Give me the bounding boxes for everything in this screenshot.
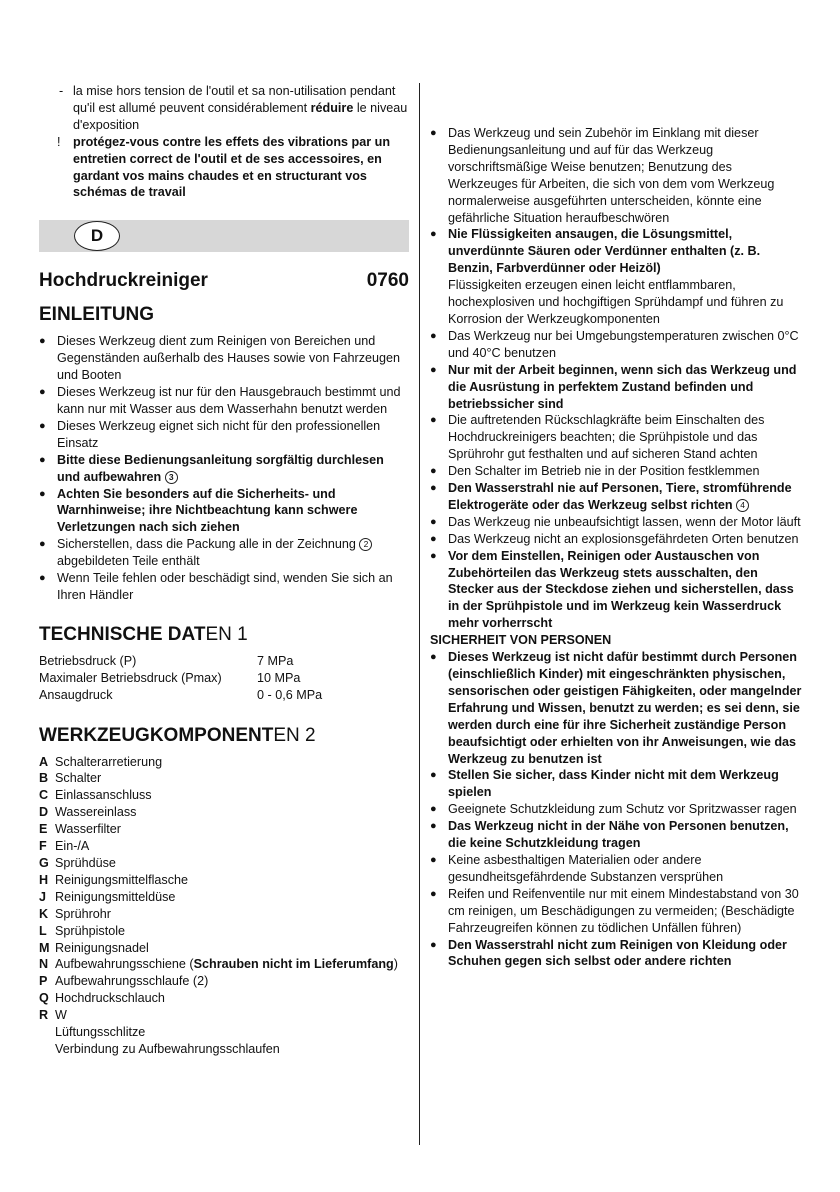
bullet-icon: ● (39, 419, 46, 432)
personal-safety-item-body (448, 886, 802, 937)
bullet-icon: ● (430, 465, 437, 478)
bullet-icon: ● (430, 651, 437, 664)
component-body (55, 787, 152, 804)
safety-item-body (448, 463, 760, 480)
bullet-icon: ● (430, 938, 437, 951)
personal-safety-item (430, 767, 802, 801)
component-text: Lüftungsschlitze (55, 1025, 146, 1040)
intro-item-label: Bitte diese Bedienungsanleitung sorgfältig durchlesen und aufbewahren (57, 452, 384, 484)
safety-item (430, 480, 802, 514)
intro-item-text (57, 384, 409, 418)
component-letter: E (39, 822, 48, 837)
component-row (39, 990, 409, 1007)
component-text: Reinigungsnadel (55, 940, 149, 955)
component-text: Reinigungsmittelflasche (55, 872, 189, 887)
column-divider (419, 83, 420, 1145)
bullet-icon: ● (430, 414, 437, 427)
component-letter: R (39, 1008, 49, 1023)
bullet-icon: ● (430, 127, 437, 139)
safety-item (430, 514, 802, 531)
safety-item-bold: Nur mit der Arbeit beginnen, wenn sich das Werkzeug und die Ausrüstung in perfektem Zustand befinden und betriebssicher sind (448, 362, 797, 411)
component-text: Aufbewahrungsschlaufe (2) (55, 974, 209, 989)
tech-key: Betriebsdruck (P) (39, 653, 137, 668)
bullet-icon: ● (430, 853, 437, 866)
product-title (39, 269, 409, 293)
tech-key: Ansaugdruck (39, 687, 113, 702)
component-text: Wasserfilter (55, 822, 122, 837)
safety-item-body (448, 548, 802, 633)
component-row (39, 923, 409, 940)
personal-safety-item (430, 886, 802, 937)
intro-item (39, 333, 409, 384)
safety-item-text: Das Werkzeug nur bei Umgebungstemperaturen zwischen 0°C und 40°C benutzen (448, 328, 799, 360)
safety-item (430, 362, 802, 413)
safety-item-text: Flüssigkeiten erzeugen einen leicht entflammbaren, hochexplosiven und hochgiftigen Sprühdampf und führen zu Korrosion der Werkzeugkomponenten (448, 278, 784, 326)
reference-number-icon: 3 (165, 471, 178, 484)
bullet-icon: ● (39, 572, 46, 585)
component-text: Wassereinlass (55, 805, 137, 820)
safety-item-body (448, 514, 801, 531)
tech-value: 7 MPa (257, 653, 294, 668)
component-body (55, 855, 116, 872)
reference-number-icon: 2 (359, 538, 372, 551)
safety-item-bold: Den Wasserstrahl nie auf Personen, Tiere, stromführende Elektrogeräte oder das Werkzeug selbst richten (448, 481, 792, 512)
bullet-icon: ● (39, 538, 46, 551)
component-letter: L (39, 923, 47, 938)
intro-item-after: abgebildeten Teile enthält (57, 554, 200, 569)
personal-safety-item-bold: Das Werkzeug nicht in der Nähe von Personen benutzen, die keine Schutzkleidung tragen (448, 819, 789, 851)
intro-item-label: Wenn Teile fehlen oder beschädigt sind, wenden Sie sich an Ihren Händler (57, 571, 393, 602)
warning-mark: ! (57, 134, 61, 149)
bullet-icon: ● (430, 329, 437, 342)
safety-item-body (448, 412, 802, 463)
component-text: Schalter (55, 771, 102, 786)
bullet-icon: ● (430, 515, 437, 528)
language-bar (39, 220, 409, 252)
component-body (55, 1024, 145, 1041)
product-number: 0760 (366, 270, 409, 292)
component-body (55, 1007, 67, 1024)
personal-safety-item-bold: Den Wasserstrahl nicht zum Reinigen von Kleidung oder Schuhen gegen sich selbst oder andere richten (448, 937, 787, 969)
component-letter: A (39, 754, 49, 769)
bullet-icon: ● (430, 887, 437, 900)
component-body (55, 990, 165, 1007)
component-row (39, 1041, 409, 1058)
bullet-icon: ● (39, 487, 46, 500)
component-row (39, 906, 409, 923)
safety-item-text: Das Werkzeug nicht an explosionsgefährdeten Orten benutzen (448, 531, 799, 546)
bullet-icon: ● (39, 386, 46, 399)
intro-item-text (57, 333, 409, 384)
intro-list (39, 333, 409, 604)
personal-safety-item (430, 852, 802, 886)
left-column (39, 83, 409, 1058)
component-body (55, 1041, 280, 1058)
component-body (55, 754, 162, 771)
personal-safety-item-text: Reifen und Reifenventile nur mit einem Mindestabstand von 30 cm reinigen, um Beschädigungen zu vermeiden; (Beschädigte Fahrzeugreifen können zu tödlichen Unfällen führen) (448, 886, 799, 935)
component-body (55, 889, 175, 906)
component-text: Hochdruckschlauch (55, 991, 165, 1006)
safety-item-body (448, 328, 802, 362)
component-row (39, 787, 409, 804)
component-row (39, 1024, 409, 1041)
component-letter: P (39, 974, 48, 989)
intro-item-label: Dieses Werkzeug eignet sich nicht für den professionellen Einsatz (57, 418, 381, 450)
bullet-icon: ● (430, 482, 437, 495)
component-body (55, 821, 121, 838)
intro-item (39, 536, 409, 570)
safety-item-body (448, 226, 802, 327)
component-row (39, 1007, 409, 1024)
intro-item-label: Dieses Werkzeug ist nur für den Hausgebrauch bestimmt und kann nur mit Wasser aus dem Wasserhahn benutzt werden (57, 385, 401, 416)
component-row (39, 821, 409, 838)
component-letter: N (39, 957, 49, 972)
bullet-icon: ● (430, 532, 437, 545)
component-row (39, 855, 409, 872)
personal-safety-heading: SICHERHEIT VON PERSONEN (430, 633, 612, 648)
reference-number-icon: 4 (736, 499, 749, 512)
safety-item (430, 226, 802, 327)
component-text: W (55, 1008, 67, 1023)
component-letter: Q (39, 991, 49, 1006)
component-text: Reinigungsmitteldüse (55, 889, 176, 904)
component-bold: Schrauben nicht im Lieferumfang (193, 957, 394, 972)
personal-safety-item (430, 937, 802, 971)
french-text: la mise hors tension de l'outil et sa non-utilisation pendant qu'il est allumé peuvent considérablement (73, 84, 396, 115)
intro-item-label: Achten Sie besonders auf die Sicherheits- und Warnhinweise; ihre Nichtbeachtung kann schwere Verletzungen nach sich ziehen (57, 486, 358, 535)
component-letter: D (39, 805, 49, 820)
tech-value: 10 MPa (257, 670, 301, 685)
bullet-icon: ● (430, 820, 437, 833)
personal-safety-item-text: Geeignete Schutzkleidung zum Schutz vor Spritzwasser ragen (448, 802, 797, 817)
safety-item (430, 125, 802, 226)
bullet-icon: ● (39, 335, 46, 348)
component-body (55, 838, 89, 855)
tech-row (39, 687, 409, 704)
product-name: Hochdruckreiniger (39, 270, 208, 292)
personal-safety-item (430, 649, 802, 767)
personal-safety-item-body (448, 852, 802, 886)
component-body (55, 923, 125, 940)
bullet-icon: ● (430, 549, 437, 562)
component-letter: M (39, 940, 50, 955)
safety-item (430, 548, 802, 633)
french-line-1 (39, 83, 409, 134)
intro-item (39, 384, 409, 418)
bullet-icon: ● (39, 453, 46, 466)
component-text: Aufbewahrungsschiene ( (55, 957, 194, 972)
intro-item-label: Sicherstellen, dass die Packung alle in der Zeichnung (57, 537, 356, 552)
personal-safety-item (430, 801, 802, 818)
french-warning-text: protégez-vous contre les effets des vibrations par un entretien correct de l'outil et de ses accessoires, en gardant vos mains chaudes et en structurant vos schémas de travail (73, 134, 391, 200)
component-body (55, 770, 101, 787)
bullet-icon: ● (430, 363, 437, 376)
safety-item-text: Den Schalter im Betrieb nie in der Position festklemmen (448, 464, 760, 479)
personal-safety-list (430, 649, 802, 970)
intro-item (39, 418, 409, 452)
component-row (39, 804, 409, 821)
safety-item-body (448, 531, 799, 548)
component-body (55, 872, 188, 889)
personal-safety-item-body (448, 818, 802, 852)
intro-item (39, 452, 409, 486)
intro-item-label: Dieses Werkzeug dient zum Reinigen von Bereichen und Gegenständen außerhalb des Hauses sowie von Fahrzeugen und Booten (57, 334, 401, 383)
component-letter: G (39, 856, 49, 870)
intro-item (39, 570, 409, 604)
intro-item-text (57, 570, 409, 604)
safety-item-text: Das Werkzeug und sein Zubehör im Einklang mit dieser Bedienungsanleitung und auf für das Werkzeug vorschriftsmäßige Weise benutzen; Benutzung des Werkzeuges für Arbeiten, die sich von dem vom Werkzeug normalerweise ausgeführten unterscheiden, könnte eine gefährliche Situation heraufbeschwören (448, 126, 775, 225)
safety-item (430, 463, 802, 480)
personal-safety-item-body (448, 937, 802, 971)
personal-safety-item-body (448, 801, 797, 818)
component-letter (39, 1024, 55, 1041)
safety-item-bold: Nie Flüssigkeiten ansaugen, die Lösungsmittel, unverdünnte Säuren oder Verdünner enthalten (z. B. Benzin, Farbverdünner oder Heizöl) (448, 227, 761, 276)
tech-value: 0 - 0,6 MPa (257, 687, 323, 702)
component-text: Sprührohr (55, 906, 112, 921)
french-line-2 (39, 134, 409, 202)
safety-item-body (448, 480, 802, 514)
safety-item-bold: Vor dem Einstellen, Reinigen oder Austauschen von Zubehörteilen das Werkzeug stets ausschalten, den Stecker aus der Steckdose ziehen und sicherstellen, dass in der Sprühpistole und im Werkzeug kein Wasserdruck mehr vorherrscht (448, 548, 794, 631)
personal-safety-item-text: Keine asbesthaltigen Materialien oder andere gesundheitsgefährdende Substanzen versprühen (448, 852, 724, 884)
dash-mark: - (59, 84, 64, 98)
component-body (55, 940, 149, 957)
safety-item-text: Die auftretenden Rückschlagkräfte beim Einschalten des Hochdruckreinigers beachten; die Sprühpistole und das Sprührohr gut festhalten und auf sicheren Stand achten (448, 413, 765, 462)
component-row (39, 889, 409, 906)
component-row (39, 872, 409, 889)
bullet-icon: ● (430, 769, 437, 782)
intro-item (39, 486, 409, 537)
component-row (39, 940, 409, 957)
right-column (430, 125, 802, 970)
component-row (39, 838, 409, 855)
intro-item-text (57, 536, 409, 570)
component-letter: K (39, 906, 49, 921)
tech-key: Maximaler Betriebsdruck (Pmax) (39, 670, 222, 685)
component-text: Verbindung zu Aufbewahrungsschlaufen (55, 1041, 280, 1056)
component-letter (39, 1041, 55, 1058)
personal-safety-item-bold: Stellen Sie sicher, dass Kinder nicht mit dem Werkzeug spielen (448, 768, 779, 800)
component-text: Sprühdüse (55, 856, 116, 870)
french-bold: réduire (310, 100, 354, 115)
safety-item-text: Das Werkzeug nie unbeaufsichtigt lassen, wenn der Motor läuft (448, 514, 801, 529)
component-letter: J (39, 889, 47, 904)
component-text: Schalterarretierung (55, 754, 163, 769)
component-text: Ein-/A (55, 839, 90, 854)
personal-safety-item-body (448, 767, 802, 801)
intro-item-text (57, 486, 409, 537)
bullet-icon: ● (430, 228, 437, 241)
components-list (39, 754, 409, 1058)
bullet-icon: ● (430, 803, 437, 816)
personal-safety-item-bold: Dieses Werkzeug ist nicht dafür bestimmt durch Personen (einschließlich Kinder) mit eingeschränkten physischen, sensorischen oder geistigen Fähigkeiten, oder mangelnder Erfahrung und Wissen, benutzt zu werden; es sei denn, sie werden durch eine für ihre Sicherheit zuständige Person beaufsichtigt oder erhielten von ihr Anweisungen, wie das Werkzeug zu benutzen ist (448, 650, 802, 766)
safety-item (430, 531, 802, 548)
intro-item-text (57, 452, 409, 486)
components-heading: WERKZEUGKOMPONENTEN 2 (39, 724, 316, 746)
safety-item-body (448, 125, 802, 226)
safety-item-body (448, 362, 802, 413)
component-row (39, 770, 409, 787)
tech-row (39, 670, 409, 687)
component-after: ) (393, 957, 398, 972)
component-body (55, 973, 208, 990)
component-body (55, 956, 398, 973)
component-text: Einlassanschluss (55, 788, 152, 803)
component-text: Sprühpistole (55, 923, 126, 938)
personal-safety-item (430, 818, 802, 852)
language-badge: D (74, 221, 120, 251)
component-row (39, 754, 409, 771)
component-letter: B (39, 771, 49, 786)
component-body (55, 906, 111, 923)
intro-heading: EINLEITUNG (39, 304, 155, 326)
tech-row (39, 653, 409, 670)
french-after: le niveau d'exposition (73, 100, 408, 132)
safety-item (430, 328, 802, 362)
component-body (55, 804, 136, 821)
component-row (39, 973, 409, 990)
safety-list (430, 125, 802, 632)
intro-item-text (57, 418, 409, 452)
component-row (39, 956, 409, 973)
personal-safety-item-body (448, 649, 802, 767)
tech-table (39, 653, 409, 704)
safety-item (430, 412, 802, 463)
component-letter: F (39, 839, 47, 854)
component-letter: C (39, 788, 49, 803)
tech-heading: TECHNISCHE DATEN 1 (39, 623, 248, 645)
component-letter: H (39, 872, 49, 887)
